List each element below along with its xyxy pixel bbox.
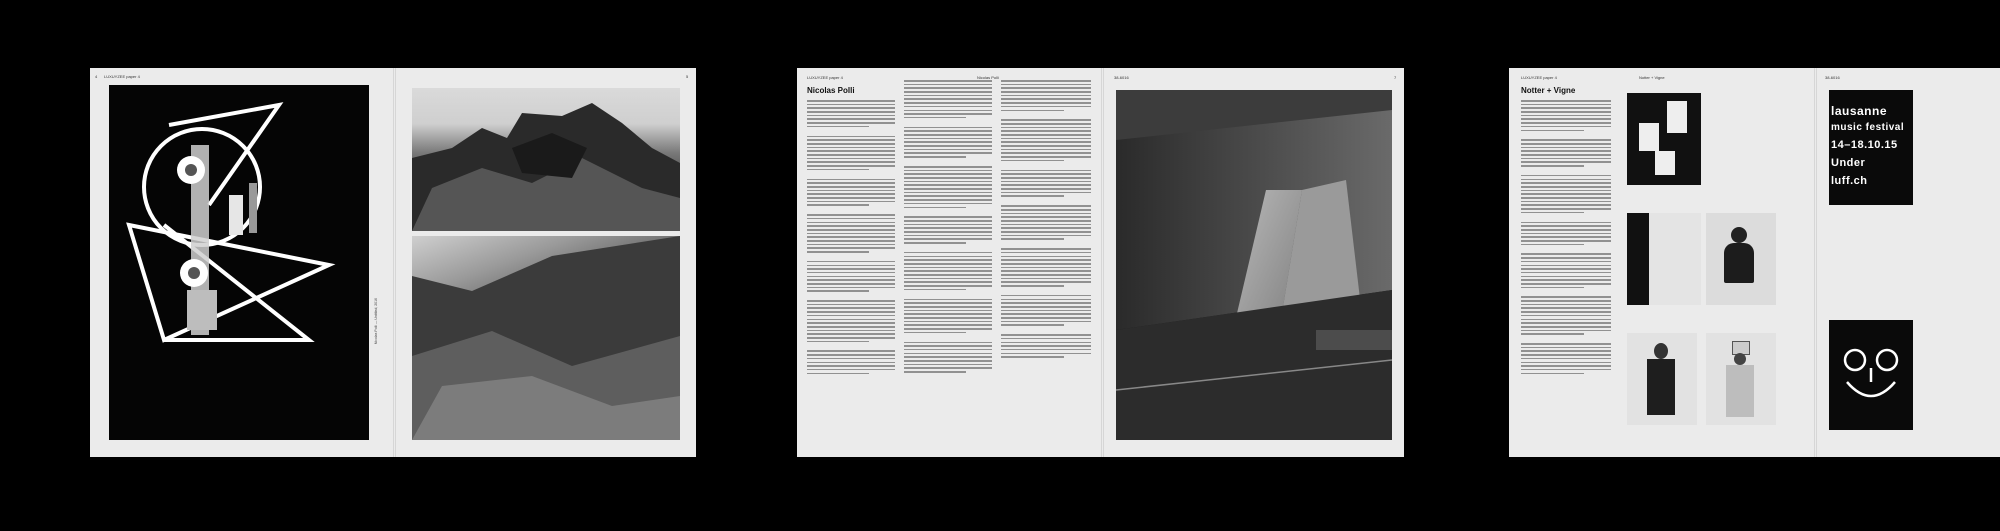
spread-3-right-page	[1817, 68, 2000, 457]
spread-1-right-page	[396, 68, 696, 457]
page-header: LUXUYZEE paper 4	[807, 75, 843, 80]
artwork-3-figure	[1706, 213, 1776, 305]
poster-text-1: lausanne	[1831, 104, 1888, 118]
concrete-shapes	[1116, 90, 1392, 440]
page-header: LUXUYZEE paper 4	[104, 74, 140, 79]
poster-text-5: luff.ch	[1831, 175, 1868, 187]
spread-3-left-page	[1509, 68, 1815, 457]
artwork-1-black-collage	[1627, 93, 1701, 185]
spread-2-right-page	[1104, 68, 1404, 457]
poster-text-3: 14–18.10.15	[1831, 139, 1898, 151]
spread-1-left-page	[90, 68, 394, 457]
rock-photo-bottom	[412, 236, 680, 440]
article-title: Notter + Vigne	[1521, 86, 1576, 95]
artwork-2-booklet	[1627, 213, 1701, 305]
spread-2-left-page	[797, 68, 1102, 457]
face-logo-poster	[1829, 320, 1913, 430]
page-number: 7	[1394, 75, 1397, 80]
page-number: 4	[95, 74, 98, 79]
festival-poster	[1829, 90, 1913, 205]
rock-photo-top	[412, 88, 680, 231]
photo-model-1	[1627, 333, 1697, 425]
page-number: 5	[686, 74, 689, 79]
article-title: Nicolas Polli	[807, 86, 855, 95]
page-header: 38-6016	[1825, 75, 1840, 80]
text-column-2	[904, 80, 992, 375]
page-header: LUXUYZEE paper 4	[1521, 75, 1557, 80]
concrete-architecture-photo	[1116, 90, 1392, 440]
face-icon	[1829, 320, 1913, 430]
text-column-3	[1001, 80, 1091, 360]
page-header-right: Notter + Vigne	[1639, 75, 1665, 80]
rock-slope	[412, 236, 680, 440]
poster-text-2: music festival	[1831, 122, 1905, 133]
page-header-right: Nicolas Polli	[977, 75, 999, 80]
artwork-photo	[109, 85, 369, 440]
photo-model-2	[1706, 333, 1776, 425]
poster-text-4: Under	[1831, 157, 1866, 169]
text-column-1	[807, 100, 895, 376]
rock-silhouette	[412, 88, 680, 231]
page-header: 38-6016	[1114, 75, 1129, 80]
text-column-1	[1521, 100, 1611, 376]
geometric-artwork	[109, 85, 369, 440]
side-caption: Nicolas Polli — Untitled, 2016	[374, 298, 378, 345]
